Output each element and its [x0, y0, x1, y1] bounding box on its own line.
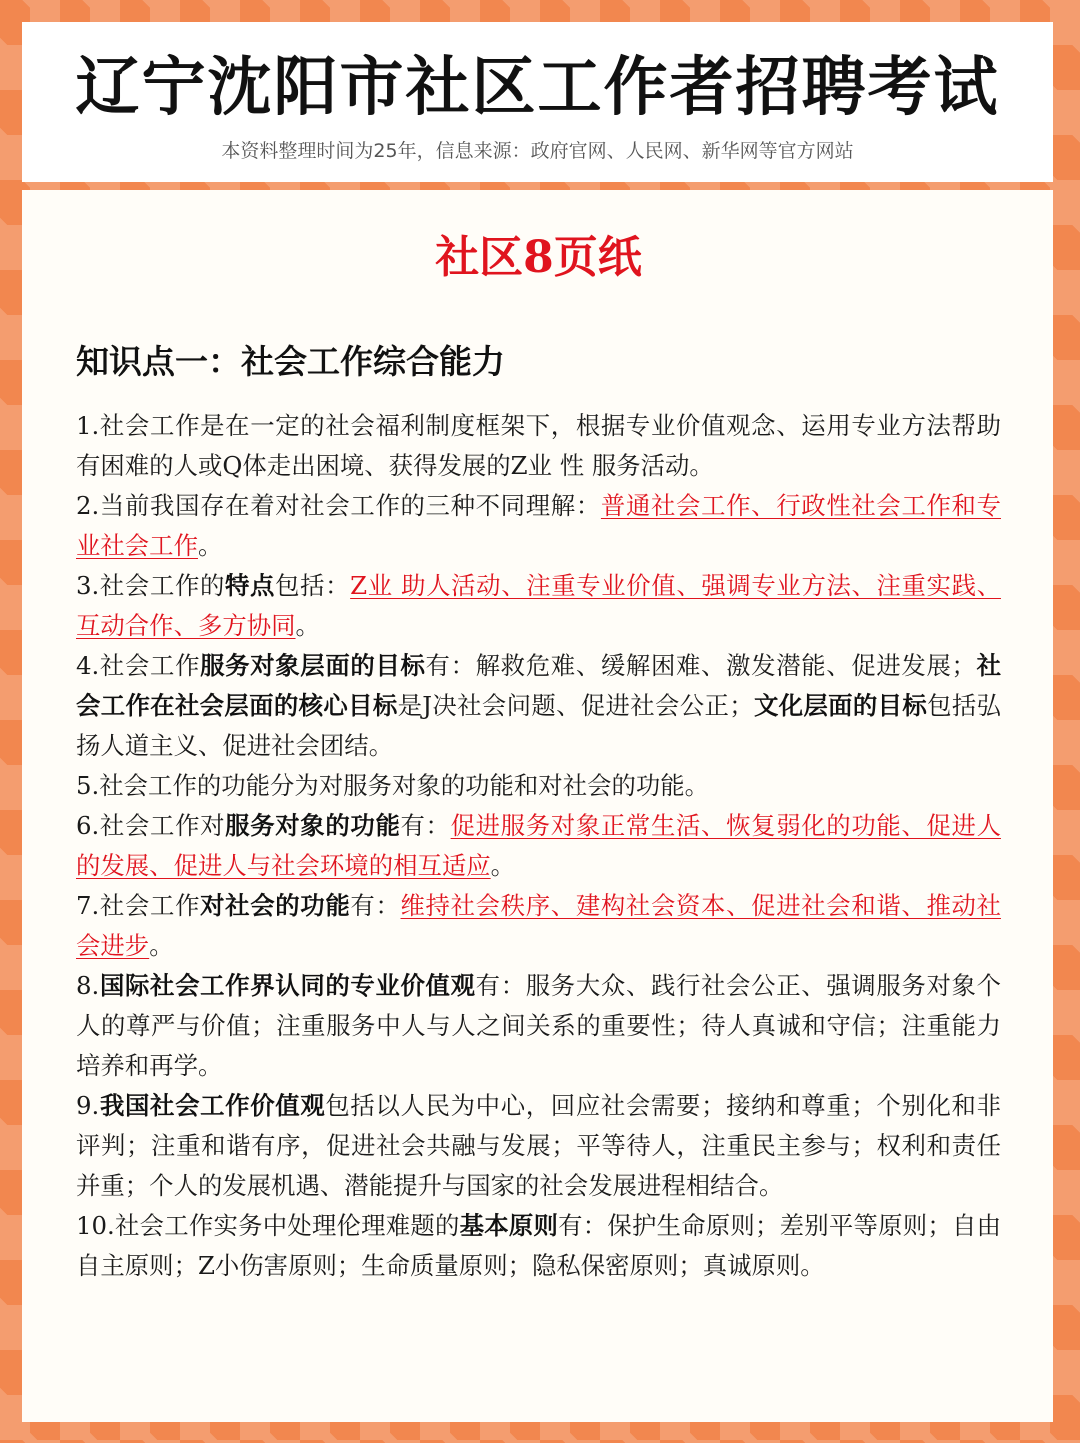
- point-text: 8.: [76, 971, 100, 1000]
- point-text: 。: [197, 531, 223, 560]
- highlighted-answer: Z业 助人活动、注重专业价值、强调专业方法、注重实践、互动合作、多方协同: [76, 571, 1001, 640]
- point-text: 有：服务大众、践行社会公正、强调服务对象个人的尊严与价值；注重服务中人与人之间关系的重要性；待人真诚和守信；注重能力培养和再学。: [76, 971, 1001, 1080]
- source-subtitle: 本资料整理时间为25年，信息来源：政府官网、人民网、新华网等官方网站: [221, 140, 854, 162]
- point-text: 4.社会工作: [76, 651, 201, 680]
- bold-term: 特点: [225, 571, 276, 600]
- knowledge-point-6: [76, 806, 1001, 886]
- knowledge-point-9: [76, 1086, 1001, 1206]
- knowledge-point-4: [76, 646, 1001, 766]
- point-text: 9.: [76, 1091, 100, 1120]
- point-text: 。: [295, 611, 320, 640]
- section-heading: 知识点一：社会工作综合能力: [76, 342, 505, 381]
- main-title: 辽宁沈阳市社区工作者招聘考试: [75, 50, 1000, 125]
- bold-term: 文化层面的目标: [753, 691, 928, 720]
- knowledge-point-7: [76, 886, 1001, 966]
- page-heading: 社区8页纸: [435, 232, 642, 283]
- point-text: 包括以人民为中心，回应社会需要；接纳和尊重；个别化和非评判；注重和谐有序，促进社会共融与发展；平等待人，注重民主参与；权利和责任并重；个人的发展机遇、潜能提升与国家的社会发展进程相结合。: [76, 1091, 1001, 1200]
- content-card: [22, 190, 1053, 1422]
- point-text: 包括弘扬人道主义、促进社会团结。: [76, 691, 1001, 760]
- bold-term: 社会工作在社会层面的核心目标: [76, 651, 1001, 720]
- bold-term: 服务对象的功能: [225, 811, 401, 840]
- knowledge-point-list: [76, 406, 1001, 1286]
- highlighted-answer: 促进服务对象正常生活、恢复弱化的功能、促进人的发展、促进人与社会环境的相互适应: [76, 811, 1001, 880]
- bold-term: 我国社会工作价值观: [99, 1091, 326, 1120]
- knowledge-point-8: [76, 966, 1001, 1086]
- header-card: [22, 22, 1053, 182]
- knowledge-point-1: [76, 406, 1001, 486]
- point-text: 有：: [400, 811, 451, 840]
- point-text: 7.社会工作: [76, 891, 201, 920]
- point-text: 6.社会工作对: [76, 811, 226, 840]
- knowledge-point-3: [76, 566, 1001, 646]
- point-text: 5.社会工作的功能分为对服务对象的功能和对社会的功能。: [76, 771, 710, 800]
- point-text: 。: [490, 851, 516, 880]
- point-text: 。: [149, 931, 174, 960]
- knowledge-point-5: [76, 766, 1001, 806]
- point-text: 10.社会工作实务中处理伦理难题的: [76, 1211, 460, 1240]
- point-text: 有：保护生命原则；差别平等原则；自由自主原则；Z小伤害原则；生命质量原则；隐私保密原则；真诚原则。: [76, 1211, 1001, 1280]
- point-text: 有：解救危难、缓解困难、激发潜能、促进发展；: [425, 651, 976, 680]
- bold-term: 服务对象层面的目标: [200, 651, 426, 680]
- bold-term: 国际社会工作界认同的专业价值观: [99, 971, 476, 1000]
- knowledge-point-10: [76, 1206, 1001, 1286]
- bold-term: 基本原则: [459, 1211, 559, 1240]
- point-text: 3.社会工作的: [76, 571, 226, 600]
- highlighted-answer: 维持社会秩序、建构社会资本、促进社会和谐、推动社会进步: [76, 891, 1001, 960]
- highlighted-answer: 普通社会工作、行政性社会工作和专业社会工作: [76, 491, 1001, 560]
- point-text: 是J决社会问题、促进社会公正；: [397, 691, 754, 720]
- bold-term: 对社会的功能: [200, 891, 351, 920]
- point-text: 1.社会工作是在一定的社会福利制度框架下，根据专业价值观念、运用专业方法帮助有困难的人或Q体走出困境、获得发展的Z业 性 服务活动。: [76, 411, 1001, 480]
- knowledge-point-2: [76, 486, 1001, 566]
- point-text: 2.当前我国存在着对社会工作的三种不同理解：: [76, 491, 601, 520]
- point-text: 包括：: [275, 571, 351, 600]
- point-text: 有：: [350, 891, 401, 920]
